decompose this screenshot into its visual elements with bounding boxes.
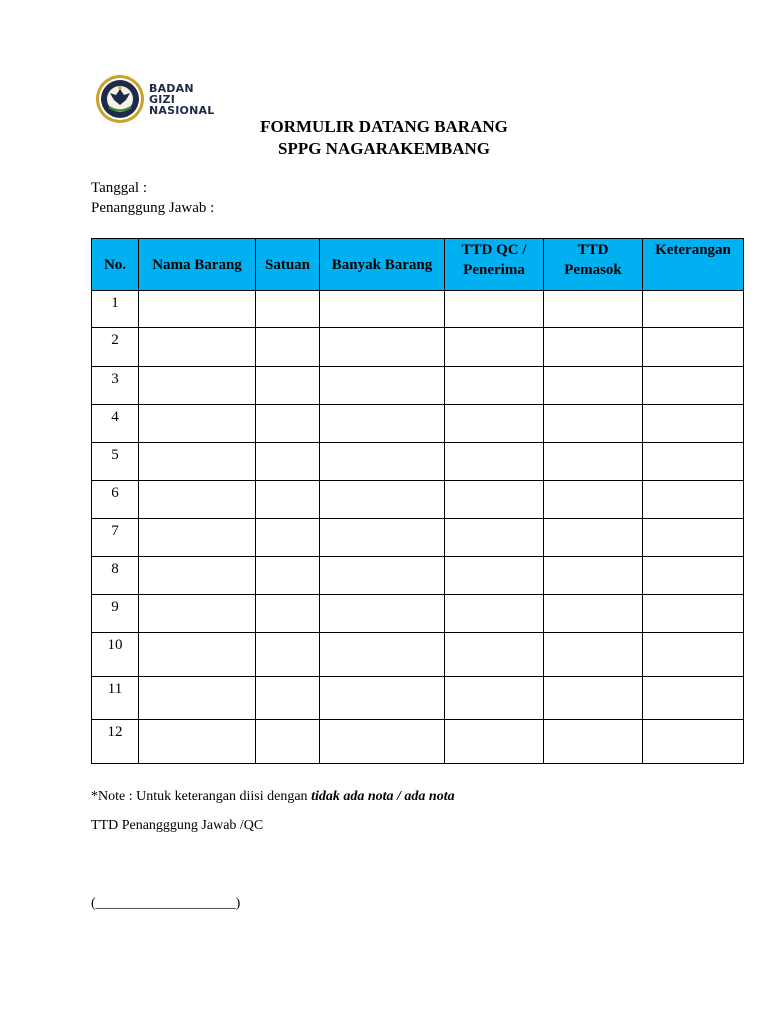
- table-header-row: [92, 239, 744, 291]
- satuan-cell[interactable]: [256, 595, 320, 633]
- row-number: 10: [92, 633, 139, 677]
- penanggung-jawab-label: Penanggung Jawab :: [91, 200, 215, 216]
- table-row: [92, 291, 744, 328]
- row-number: 8: [92, 557, 139, 595]
- keterangan-cell[interactable]: [643, 720, 744, 764]
- nama-barang-cell[interactable]: [139, 677, 256, 720]
- satuan-cell[interactable]: [256, 291, 320, 328]
- table-row: [92, 633, 744, 677]
- ttd-qc-cell[interactable]: [445, 328, 544, 367]
- ttd-pemasok-cell[interactable]: [544, 328, 643, 367]
- row-number: 3: [92, 367, 139, 405]
- banyak-barang-cell[interactable]: [320, 367, 445, 405]
- keterangan-cell[interactable]: [643, 633, 744, 677]
- ttd-qc-cell[interactable]: [445, 291, 544, 328]
- ttd-qc-cell[interactable]: [445, 367, 544, 405]
- ttd-pemasok-cell[interactable]: [544, 633, 643, 677]
- row-number: 12: [92, 720, 139, 764]
- ttd-pemasok-cell[interactable]: [544, 291, 643, 328]
- nama-barang-cell[interactable]: [139, 595, 256, 633]
- row-number: 6: [92, 481, 139, 519]
- table-row: [92, 595, 744, 633]
- keterangan-cell[interactable]: [643, 595, 744, 633]
- form-subtitle: SPPG NAGARAKEMBANG: [277, 139, 491, 158]
- row-number: 9: [92, 595, 139, 633]
- satuan-cell[interactable]: [256, 677, 320, 720]
- table-row: [92, 519, 744, 557]
- satuan-cell[interactable]: [256, 443, 320, 481]
- keterangan-cell[interactable]: [643, 519, 744, 557]
- satuan-cell[interactable]: [256, 481, 320, 519]
- nama-barang-cell[interactable]: [139, 519, 256, 557]
- table-row: [92, 405, 744, 443]
- row-number: 11: [92, 677, 139, 720]
- banyak-barang-cell[interactable]: [320, 405, 445, 443]
- banyak-barang-cell[interactable]: [320, 519, 445, 557]
- goods-arrival-table: [91, 238, 744, 764]
- signature-label: TTD Penangggung Jawab /QC: [91, 818, 264, 833]
- ttd-pemasok-cell[interactable]: [544, 519, 643, 557]
- ttd-pemasok-cell[interactable]: [544, 720, 643, 764]
- satuan-cell[interactable]: [256, 328, 320, 367]
- logo-line-2: GIZI: [149, 92, 175, 106]
- ttd-qc-cell[interactable]: [445, 595, 544, 633]
- header-keterangan: [643, 239, 744, 291]
- ttd-qc-cell[interactable]: [445, 519, 544, 557]
- nama-barang-cell[interactable]: [139, 633, 256, 677]
- satuan-cell[interactable]: [256, 405, 320, 443]
- header-ttd-qc: [445, 239, 544, 291]
- table-row: [92, 443, 744, 481]
- ttd-qc-cell[interactable]: [445, 443, 544, 481]
- logo-line-1: BADAN: [149, 81, 194, 95]
- header-satuan: Satuan: [256, 239, 320, 291]
- keterangan-cell[interactable]: [643, 677, 744, 720]
- banyak-barang-cell[interactable]: [320, 633, 445, 677]
- row-number: 7: [92, 519, 139, 557]
- header-ttd-pemasok: [544, 239, 643, 291]
- header-ttd-pemasok-line2: Pemasok: [564, 262, 622, 278]
- nama-barang-cell[interactable]: [139, 328, 256, 367]
- row-number: 4: [92, 405, 139, 443]
- ttd-pemasok-cell[interactable]: [544, 405, 643, 443]
- satuan-cell[interactable]: [256, 557, 320, 595]
- note-text: [91, 789, 455, 805]
- table-row: [92, 557, 744, 595]
- table-row: [92, 367, 744, 405]
- keterangan-cell[interactable]: [643, 557, 744, 595]
- table-row: [92, 481, 744, 519]
- header-ttd-pemasok-line1: TTD: [577, 242, 609, 258]
- banyak-barang-cell[interactable]: [320, 443, 445, 481]
- nama-barang-cell[interactable]: [139, 481, 256, 519]
- keterangan-cell[interactable]: [643, 367, 744, 405]
- note-emphasis: tidak ada nota / ada nota: [311, 789, 455, 804]
- satuan-cell[interactable]: [256, 367, 320, 405]
- table-row: [92, 328, 744, 367]
- satuan-cell[interactable]: [256, 519, 320, 557]
- banyak-barang-cell[interactable]: [320, 677, 445, 720]
- header-ttd-qc-line2: Penerima: [463, 262, 525, 278]
- banyak-barang-cell[interactable]: [320, 557, 445, 595]
- ttd-qc-cell[interactable]: [445, 481, 544, 519]
- signature-line: (____________________): [91, 896, 241, 911]
- banyak-barang-cell[interactable]: [320, 595, 445, 633]
- ttd-qc-cell[interactable]: [445, 677, 544, 720]
- ttd-pemasok-cell[interactable]: [544, 481, 643, 519]
- keterangan-cell[interactable]: [643, 328, 744, 367]
- ttd-qc-cell[interactable]: [445, 720, 544, 764]
- row-number: 2: [92, 328, 139, 367]
- header-nama-barang: Nama Barang: [139, 239, 256, 291]
- satuan-cell[interactable]: [256, 633, 320, 677]
- nama-barang-cell[interactable]: [139, 367, 256, 405]
- keterangan-cell[interactable]: [643, 481, 744, 519]
- satuan-cell[interactable]: [256, 720, 320, 764]
- logo-wordmark: [149, 83, 214, 116]
- form-title: FORMULIR DATANG BARANG: [260, 117, 508, 136]
- ttd-qc-cell[interactable]: [445, 405, 544, 443]
- row-number: 5: [92, 443, 139, 481]
- keterangan-cell[interactable]: [643, 443, 744, 481]
- banyak-barang-cell[interactable]: [320, 720, 445, 764]
- ttd-pemasok-cell[interactable]: [544, 557, 643, 595]
- nama-barang-cell[interactable]: [139, 557, 256, 595]
- keterangan-cell[interactable]: [643, 405, 744, 443]
- nama-barang-cell[interactable]: [139, 720, 256, 764]
- header-banyak-barang: Banyak Barang: [320, 239, 445, 291]
- table-row: [92, 677, 744, 720]
- keterangan-cell[interactable]: [643, 291, 744, 328]
- ttd-qc-cell[interactable]: [445, 633, 544, 677]
- banyak-barang-cell[interactable]: [320, 481, 445, 519]
- tanggal-label: Tanggal :: [91, 180, 148, 196]
- ttd-pemasok-cell[interactable]: [544, 677, 643, 720]
- banyak-barang-cell[interactable]: [320, 328, 445, 367]
- header-ttd-qc-line1: TTD QC /: [461, 242, 527, 258]
- logo-line-3: NASIONAL: [149, 103, 215, 117]
- table-row: [92, 720, 744, 764]
- nama-barang-cell[interactable]: [139, 443, 256, 481]
- ttd-pemasok-cell[interactable]: [544, 367, 643, 405]
- ttd-pemasok-cell[interactable]: [544, 595, 643, 633]
- banyak-barang-cell[interactable]: [320, 291, 445, 328]
- note-prefix: *Note : Untuk keterangan diisi dengan: [91, 789, 312, 804]
- header-keterangan-label: Keterangan: [655, 242, 731, 258]
- row-number: 1: [92, 291, 139, 328]
- ttd-qc-cell[interactable]: [445, 557, 544, 595]
- nama-barang-cell[interactable]: [139, 291, 256, 328]
- header-no: No.: [92, 239, 139, 291]
- ttd-pemasok-cell[interactable]: [544, 443, 643, 481]
- nama-barang-cell[interactable]: [139, 405, 256, 443]
